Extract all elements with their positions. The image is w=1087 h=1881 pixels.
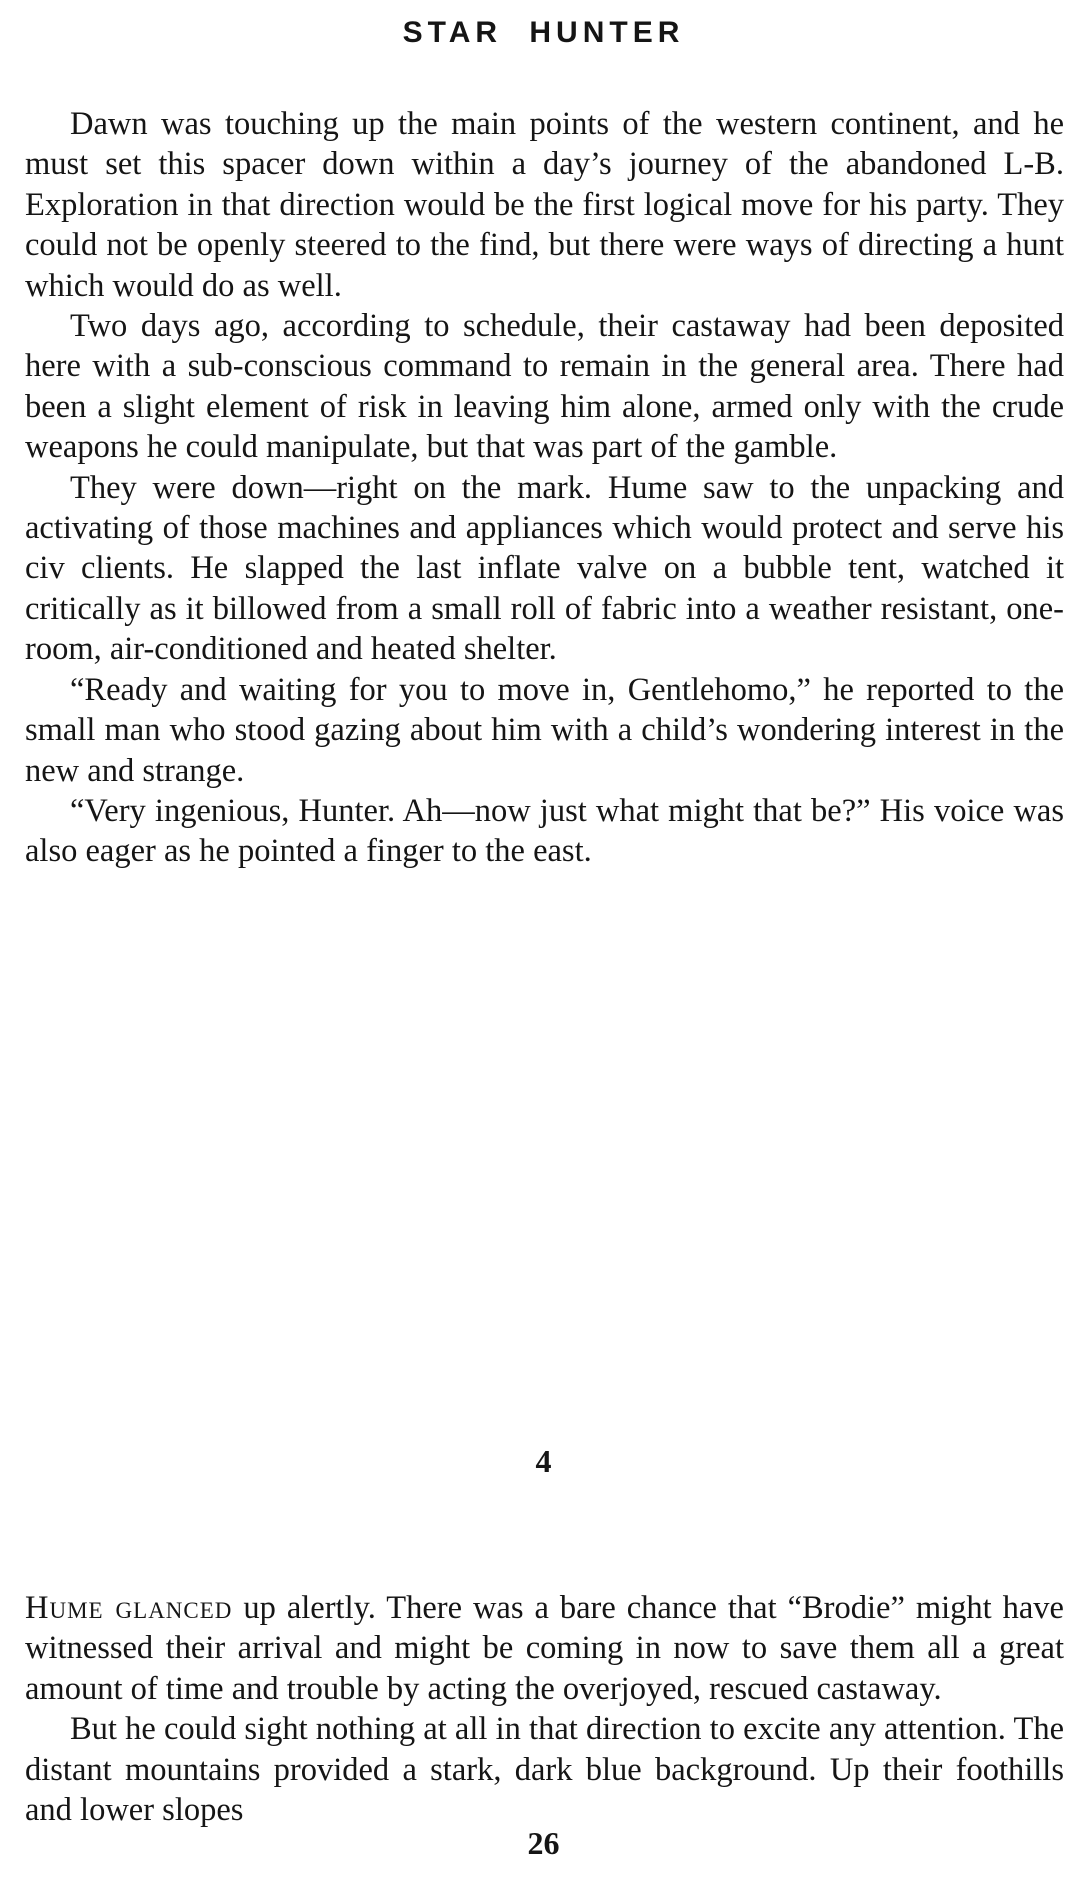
- chapter-lead-in: Hume glanced: [25, 1590, 233, 1626]
- paragraph: “Ready and waiting for you to move in, Gentlehomo,” he reported to the small man who stood gazing about him with a child’s wondering interest in the new and strange.: [25, 671, 1064, 789]
- paragraph: But he could sight nothing at all in that direction to excite any attention. The distant mountains provided a stark, dark blue background. Up their foothills and lower slopes: [25, 1711, 1064, 1829]
- paragraph: They were down—right on the mark. Hume saw to the unpacking and activating of those machines and appliances which would protect and serve his civ clients. He slapped the last inflate valve on a bubble tent, watched it critically as it billowed from a small roll of fabric into a weather resistant, one-room, air-conditioned and heated shelter.: [25, 469, 1064, 668]
- page-number: 26: [527, 1825, 560, 1861]
- body-text-before-chapter: [25, 104, 1064, 872]
- chapter-opening-text: up alertly. There was a bare chance that “Brodie” might have witnessed their arrival and might be coming in now to save them all a great amount of time and trouble by acting the overjoyed, rescued castaway.: [25, 1590, 1064, 1707]
- paragraph: Dawn was touching up the main points of the western continent, and he must set this spacer down within a day’s journey of the abandoned L-B. Exploration in that direction would be the first logical move for his party. They could not be openly steered to the find, but there were ways of directing a hunt which would do as well.: [25, 106, 1064, 304]
- running-head: STAR HUNTER: [402, 16, 685, 49]
- paragraph: Two days ago, according to schedule, their castaway had been deposited here with a sub-conscious command to remain in the general area. There had been a slight element of risk in leaving him alone, armed only with the crude weapons he could manipulate, but that was part of the gamble.: [25, 308, 1064, 466]
- paragraph: “Very ingenious, Hunter. Ah—now just what might that be?” His voice was also eager as he pointed a finger to the east.: [25, 792, 1064, 870]
- body-text-chapter-opening: [25, 1588, 1064, 1830]
- chapter-number: 4: [535, 1443, 552, 1479]
- chapter-opening-paragraph: [25, 1588, 1064, 1709]
